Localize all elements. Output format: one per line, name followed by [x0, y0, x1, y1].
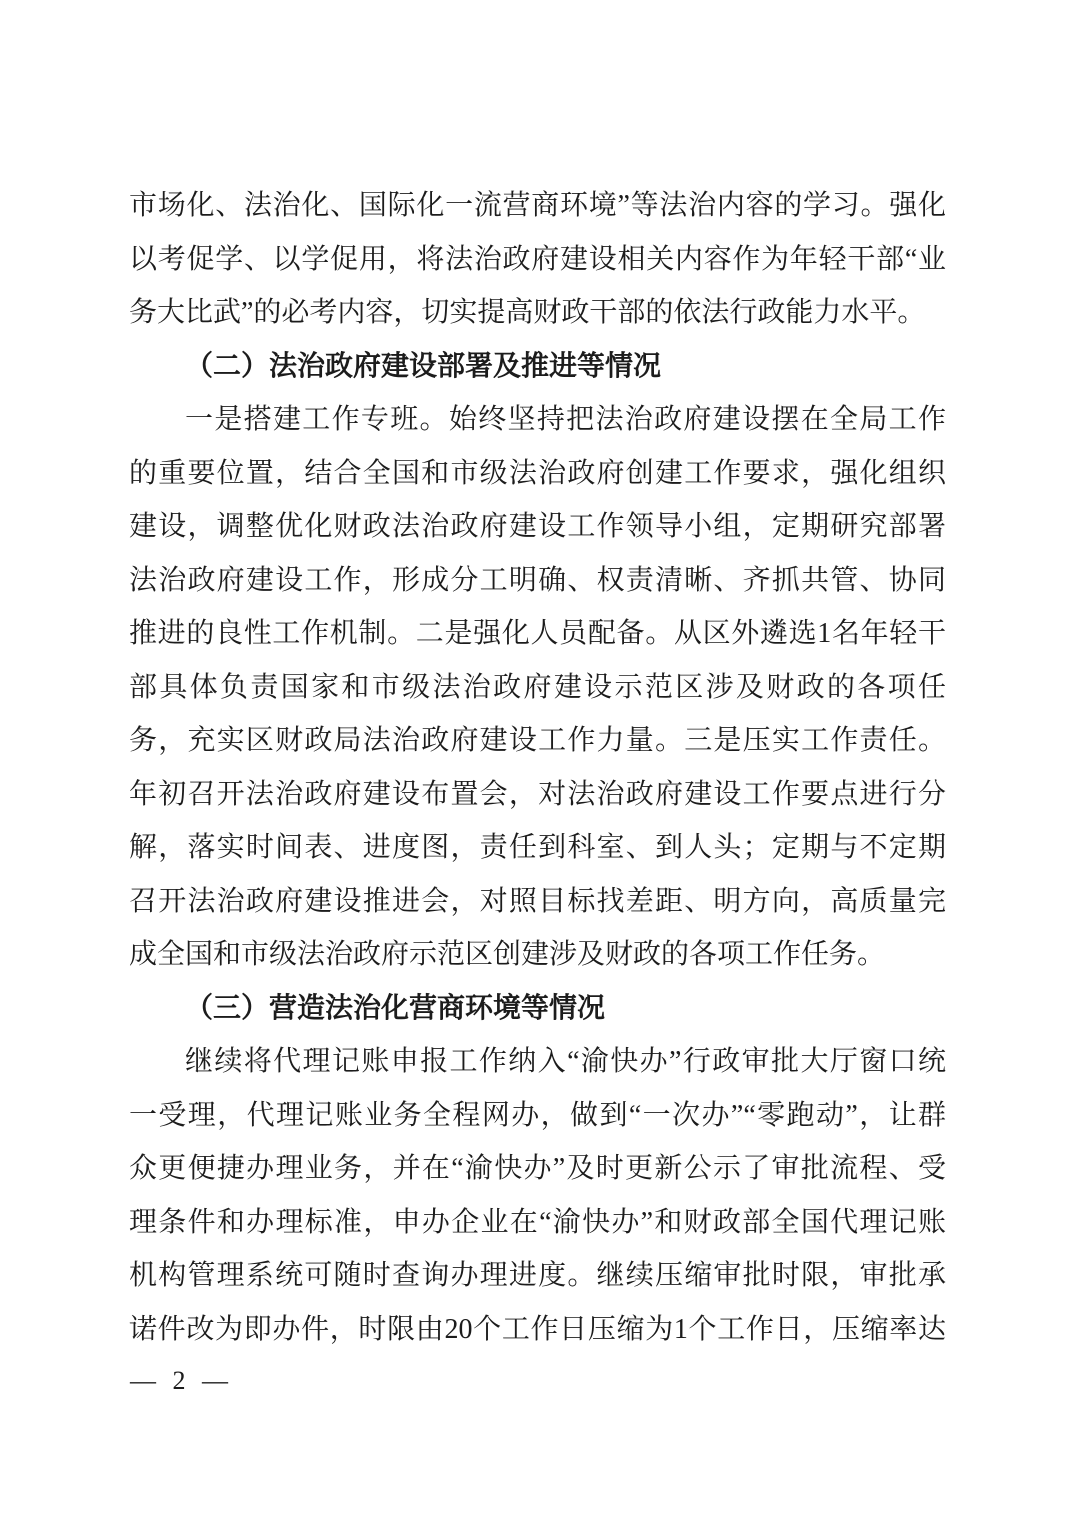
text-line: 法治政府建设工作，形成分工明确、权责清晰、齐抓共管、协同 [129, 564, 946, 596]
section-heading-2: （二）法治政府建设部署及推进等情况 [185, 350, 662, 382]
text-line: 以考促学、以学促用，将法治政府建设相关内容作为年轻干部“业 [129, 243, 946, 275]
text-line: 务，充实区财政局法治政府建设工作力量。三是压实工作责任。 [129, 725, 946, 756]
text-line: 机构管理系统可随时查询办理进度。继续压缩审批时限，审批承 [129, 1260, 946, 1291]
text-line: 年初召开法治政府建设布置会，对法治政府建设工作要点进行分 [129, 778, 946, 810]
text-line: 一是搭建工作专班。始终坚持把法治政府建设摆在全局工作 [185, 404, 946, 435]
text-line: 市场化、法治化、国际化一流营商环境”等法治内容的学习。强化 [129, 190, 946, 221]
text-line: 理条件和办理标准，申办企业在“渝快办”和财政部全国代理记账 [129, 1206, 946, 1238]
text-line: 建设，调整优化财政法治政府建设工作领导小组，定期研究部署 [129, 511, 946, 542]
text-line: 解，落实时间表、进度图，责任到科室、到人头；定期与不定期 [129, 832, 946, 863]
document-body [129, 179, 946, 1356]
text-line: 成全国和市级法治政府示范区创建涉及财政的各项工作任务。 [129, 939, 886, 970]
text-line: 部具体负责国家和市级法治政府建设示范区涉及财政的各项任 [129, 671, 946, 703]
text-line: 诺件改为即办件，时限由20个工作日压缩为1个工作日，压缩率达 [129, 1313, 946, 1345]
page-number: — 2 — [130, 1366, 233, 1395]
text-line: 的重要位置，结合全国和市级法治政府创建工作要求，强化组织 [129, 457, 946, 489]
text-line: 众更便捷办理业务，并在“渝快办”及时更新公示了审批流程、受 [129, 1153, 946, 1184]
text-line: 继续将代理记账申报工作纳入“渝快办”行政审批大厅窗口统 [185, 1046, 946, 1077]
text-line: 一受理，代理记账业务全程网办，做到“一次办”“零跑动”，让群 [129, 1099, 946, 1131]
section-heading-3: （三）营造法治化营商环境等情况 [185, 992, 606, 1024]
text-line: 推进的良性工作机制。二是强化人员配备。从区外遴选1名年轻干 [129, 618, 946, 649]
text-line: 务大比武”的必考内容，切实提高财政干部的依法行政能力水平。 [129, 297, 926, 328]
text-line: 召开法治政府建设推进会，对照目标找差距、明方向，高质量完 [129, 885, 946, 917]
